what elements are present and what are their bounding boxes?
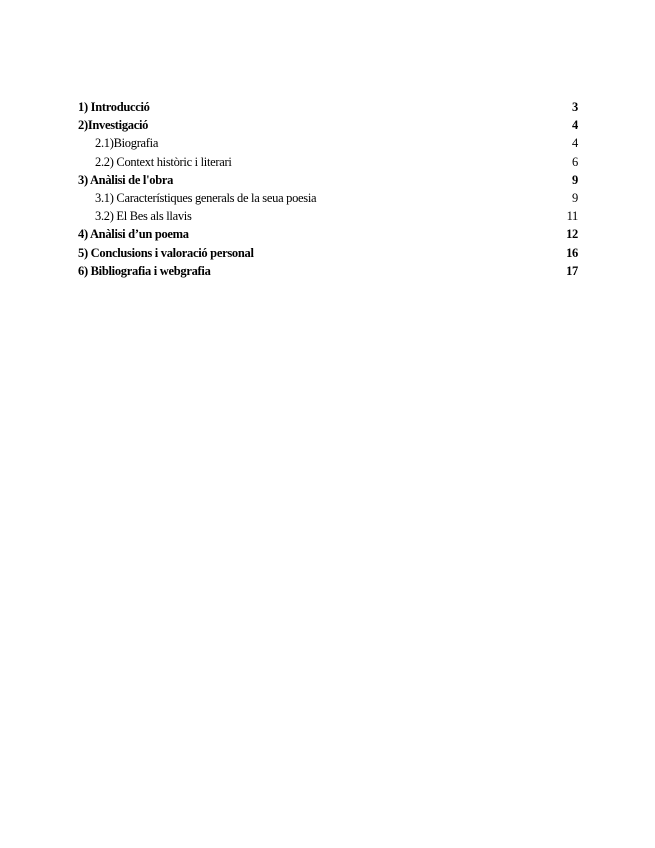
- toc-entry-page-number: 6: [572, 154, 578, 169]
- toc-entry-analisi-obra[interactable]: [78, 171, 578, 189]
- toc-entry-page-number: 17: [566, 263, 578, 278]
- toc-entry-title: 2.1)Biografia: [95, 136, 159, 151]
- toc-entry-bes-als-llavis[interactable]: [78, 207, 578, 225]
- toc-entry-investigacio[interactable]: [78, 116, 578, 134]
- toc-entry-page-number: 4: [572, 136, 578, 151]
- toc-entry-analisi-poema[interactable]: [78, 225, 578, 243]
- toc-entry-page-number: 4: [572, 118, 578, 133]
- table-of-contents: [78, 98, 578, 280]
- toc-entry-page-number: 3: [572, 100, 578, 114]
- toc-entry-introduccio[interactable]: [78, 98, 578, 116]
- toc-entry-title: 3) Anàlisi de l'obra: [78, 172, 174, 187]
- toc-entry-bibliografia[interactable]: [78, 262, 578, 280]
- toc-entry-page-number: 11: [566, 209, 578, 224]
- toc-entry-page-number: 12: [566, 227, 578, 242]
- toc-entry-page-number: 9: [572, 172, 578, 187]
- toc-entry-title: 6) Bibliografia i webgrafia: [78, 263, 211, 278]
- toc-entry-page-number: 9: [572, 190, 578, 205]
- toc-entry-title: 3.1) Característiques generals de la seua poesia: [95, 190, 317, 205]
- toc-entry-title: 4) Anàlisi d’un poema: [78, 227, 189, 242]
- toc-entry-context-historic[interactable]: [78, 153, 578, 171]
- toc-entry-biografia[interactable]: [78, 134, 578, 152]
- toc-entry-caracteristiques[interactable]: [78, 189, 578, 207]
- toc-entry-conclusions[interactable]: [78, 244, 578, 262]
- toc-entry-page-number: 16: [566, 245, 578, 260]
- toc-entry-title: 3.2) El Bes als llavis: [95, 209, 192, 224]
- toc-entry-title: 2.2) Context històric i literari: [95, 154, 232, 169]
- toc-entry-title: 2)Investigació: [78, 118, 149, 133]
- toc-entry-title: 5) Conclusions i valoració personal: [78, 245, 254, 260]
- toc-entry-title: 1) Introducció: [78, 100, 150, 114]
